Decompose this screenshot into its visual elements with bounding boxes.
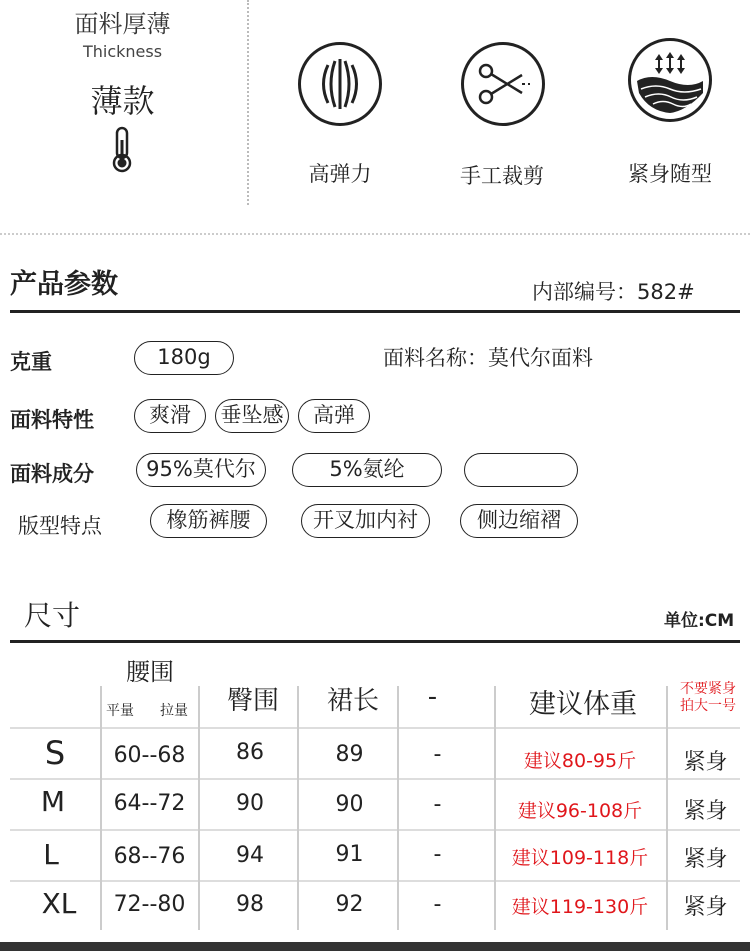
header-note-line2: 拍大一号	[680, 698, 736, 714]
size-cell: S	[44, 734, 66, 772]
style-pill: 侧边缩褶	[460, 504, 578, 538]
header-note	[668, 681, 748, 715]
hip-cell: 94	[236, 843, 264, 868]
table-row-line	[10, 880, 740, 882]
waist-cell: 68--76	[113, 844, 186, 869]
scissors-icon	[461, 42, 545, 126]
header-note-line1: 不要紧身	[680, 681, 736, 697]
table-col-line	[297, 686, 299, 930]
size-cell: M	[40, 785, 66, 818]
length-cell: 89	[335, 742, 364, 767]
top-divider-vertical	[247, 0, 249, 205]
hip-cell: 86	[236, 740, 264, 765]
composition-label: 面料成分	[10, 462, 94, 486]
dash-cell: -	[433, 892, 442, 917]
bottom-band	[0, 942, 750, 951]
table-row-line	[10, 727, 740, 729]
dash-cell: -	[433, 842, 442, 867]
fit-cell: 紧身	[683, 750, 728, 775]
weight-value: 180g	[134, 341, 234, 375]
style-label: 版型特点	[18, 514, 102, 538]
feature-label-scissors: 手工裁剪	[460, 164, 544, 188]
body-fit-icon	[628, 38, 712, 122]
trait-pill: 爽滑	[134, 399, 206, 433]
composition-pill: 5%氨纶	[292, 453, 442, 487]
feature-label-body-fit: 紧身随型	[628, 162, 712, 186]
weight-cell: 建议96-108斤	[517, 800, 643, 822]
dash-cell: -	[433, 792, 442, 817]
product-code: 内部编号：582#	[532, 280, 695, 304]
fit-cell: 紧身	[683, 799, 728, 824]
composition-pill-empty	[464, 453, 578, 487]
header-stretch: 拉量	[160, 703, 188, 719]
header-dash: -	[427, 682, 438, 712]
thickness-value: 薄款	[90, 82, 155, 120]
hip-cell: 90	[236, 791, 264, 816]
size-heading: 尺寸	[24, 599, 81, 632]
waist-cell: 64--72	[113, 791, 186, 816]
weight-label: 克重	[10, 350, 52, 374]
length-cell: 91	[335, 842, 364, 867]
header-length: 裙长	[326, 686, 379, 716]
traits-label: 面料特性	[10, 408, 94, 432]
waist-cell: 60--68	[113, 743, 186, 768]
weight-cell: 建议119-130斤	[511, 896, 649, 918]
dash-cell: -	[433, 742, 442, 767]
header-hip: 臀围	[226, 686, 279, 716]
elastic-icon	[298, 42, 382, 126]
length-cell: 92	[335, 892, 364, 917]
header-flat: 平量	[106, 703, 134, 719]
params-rule	[10, 310, 740, 313]
waist-cell: 72--80	[113, 892, 186, 917]
weight-cell: 建议80-95斤	[523, 750, 637, 772]
table-col-line	[397, 686, 399, 930]
hip-cell: 98	[236, 892, 264, 917]
style-pill: 橡筋裤腰	[150, 504, 267, 538]
fit-cell: 紧身	[683, 895, 728, 920]
feature-label-elastic: 高弹力	[308, 162, 372, 186]
fit-cell: 紧身	[683, 847, 728, 872]
size-unit: 单位:CM	[664, 611, 735, 631]
thickness-title: 面料厚薄	[74, 10, 171, 38]
weight-cell: 建议109-118斤	[511, 847, 649, 869]
trait-pill: 高弹	[298, 399, 370, 433]
header-weight: 建议体重	[529, 689, 637, 720]
table-row-line	[10, 778, 740, 780]
table-col-line	[100, 686, 102, 930]
style-pill: 开叉加内衬	[301, 504, 430, 538]
section-divider-dotted	[0, 233, 750, 235]
composition-pill: 95%莫代尔	[136, 453, 266, 487]
size-cell: XL	[41, 887, 77, 920]
thickness-subtitle: Thickness	[82, 42, 163, 61]
header-waist: 腰围	[126, 658, 174, 686]
size-cell: L	[43, 838, 59, 871]
length-cell: 90	[335, 792, 364, 817]
table-row-line	[10, 829, 740, 831]
thermometer-icon	[108, 126, 136, 178]
params-heading: 产品参数	[10, 269, 118, 300]
size-rule	[10, 640, 740, 643]
fabric-name: 面料名称：莫代尔面料	[383, 346, 593, 370]
trait-pill: 垂坠感	[215, 399, 289, 433]
table-col-line	[198, 686, 200, 930]
